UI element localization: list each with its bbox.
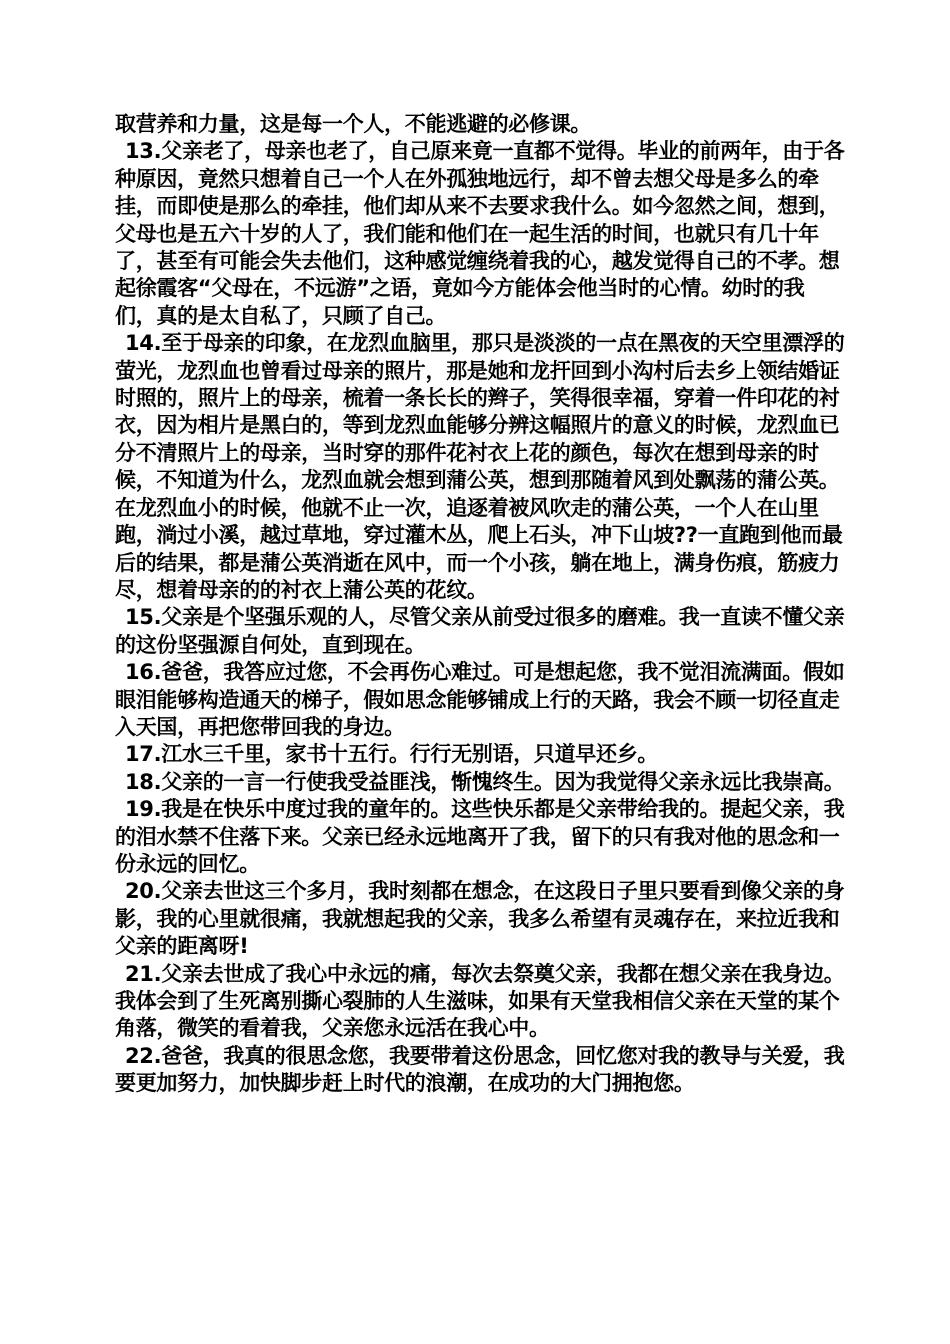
paragraph-14: 14.至于母亲的印象，在龙烈血脑里，那只是淡淡的一点在黑夜的天空里漂浮的萤光，龙烈血也曾看过母亲的照片，那是她和龙扞回到小沟村后去乡上领结婚证时照的，照片上的母亲，梳着一条长长的辫子，笑得很幸福，穿着一件印花的衬衣，因为相片是黑白的，等到龙烈血能够分辨这幅照片的意义的时候，龙烈血已分不清照片上的母亲，当时穿的那件花衬衣上花的颜色，每次在想到母亲的时候，不知道为什么，龙烈血就会想到蒲公英，想到那随着风到处飘荡的蒲公英。在龙烈血小的时候，他就不止一次，追逐着被风吹走的蒲公英，一个人在山里跑，淌过小溪，越过草地，穿过灌木丛，爬上石头，冲下山坡??一直跑到他而最后的结果，都是蒲公英消逝在风中，而一个小孩，躺在地上，满身伤痕，筋疲力尽，想着母亲的的衬衣上蒲公英的花纹。: [115, 331, 845, 602]
paragraph-continuation: 取营养和力量，这是每一个人，不能逃避的必修课。: [115, 112, 592, 136]
paragraph-15: 15.父亲是个坚强乐观的人，尽管父亲从前受过很多的磨难。我一直读不懂父亲的这份坚强源自何处，直到现在。: [115, 605, 845, 657]
paragraph-20: 20.父亲去世这三个多月，我时刻都在想念，在这段日子里只要看到像父亲的身影，我的心里就很痛，我就想起我的父亲，我多么希望有灵魂存在，来拉近我和父亲的距离呀!: [115, 879, 845, 959]
document-page: [115, 111, 845, 1098]
paragraph-19: 19.我是在快乐中度过我的童年的。这些快乐都是父亲带给我的。提起父亲，我的泪水禁不住落下来。父亲已经永远地离开了我，留下的只有我对他的思念和一份永远的回忆。: [115, 797, 845, 876]
paragraph-13: 13.父亲老了，母亲也老了，自己原来竟一直都不觉得。毕业的前两年，由于各种原因，竟然只想着自己一个人在外孤独地远行，却不曾去想父母是多么的牵挂，而即使是那么的牵挂，他们却从来不去要求我什么。如今忽然之间，想到，父母也是五六十岁的人了，我们能和他们在一起生活的时间，也就只有几十年了，甚至有可能会失去他们，这种感觉缠绕着我的心，越发觉得自己的不孝。想起徐霞客“父母在，不远游”之语，竟如今方能体会他当时的心情。幼时的我们，真的是太自私了，只顾了自己。: [115, 139, 845, 328]
paragraph-17: 17.江水三千里，家书十五行。行行无别语，只道早还乡。: [125, 742, 659, 767]
paragraph-18: 18.父亲的一言一行使我受益匪浅，惭愧终生。因为我觉得父亲永远比我崇高。: [125, 769, 845, 794]
paragraph-22: 22.爸爸，我真的很思念您，我要带着这份思念，回忆您对我的教导与关爱，我要更加努力，加快脚步赶上时代的浪潮，在成功的大门拥抱您。: [115, 1043, 845, 1096]
paragraph-16: 16.爸爸，我答应过您，不会再伤心难过。可是想起您，我不觉泪流满面。假如眼泪能够构造通天的梯子，假如思念能够铺成上行的天路，我会不顾一切径直走入天国，再把您带回我的身边。: [115, 660, 845, 739]
paragraph-21: 21.父亲去世成了我心中永远的痛，每次去祭奠父亲，我都在想父亲在我身边。我体会到了生死离别撕心裂肺的人生滋味，如果有天堂我相信父亲在天堂的某个角落，微笑的看着我，父亲您永远活在我心中。: [115, 961, 845, 1041]
